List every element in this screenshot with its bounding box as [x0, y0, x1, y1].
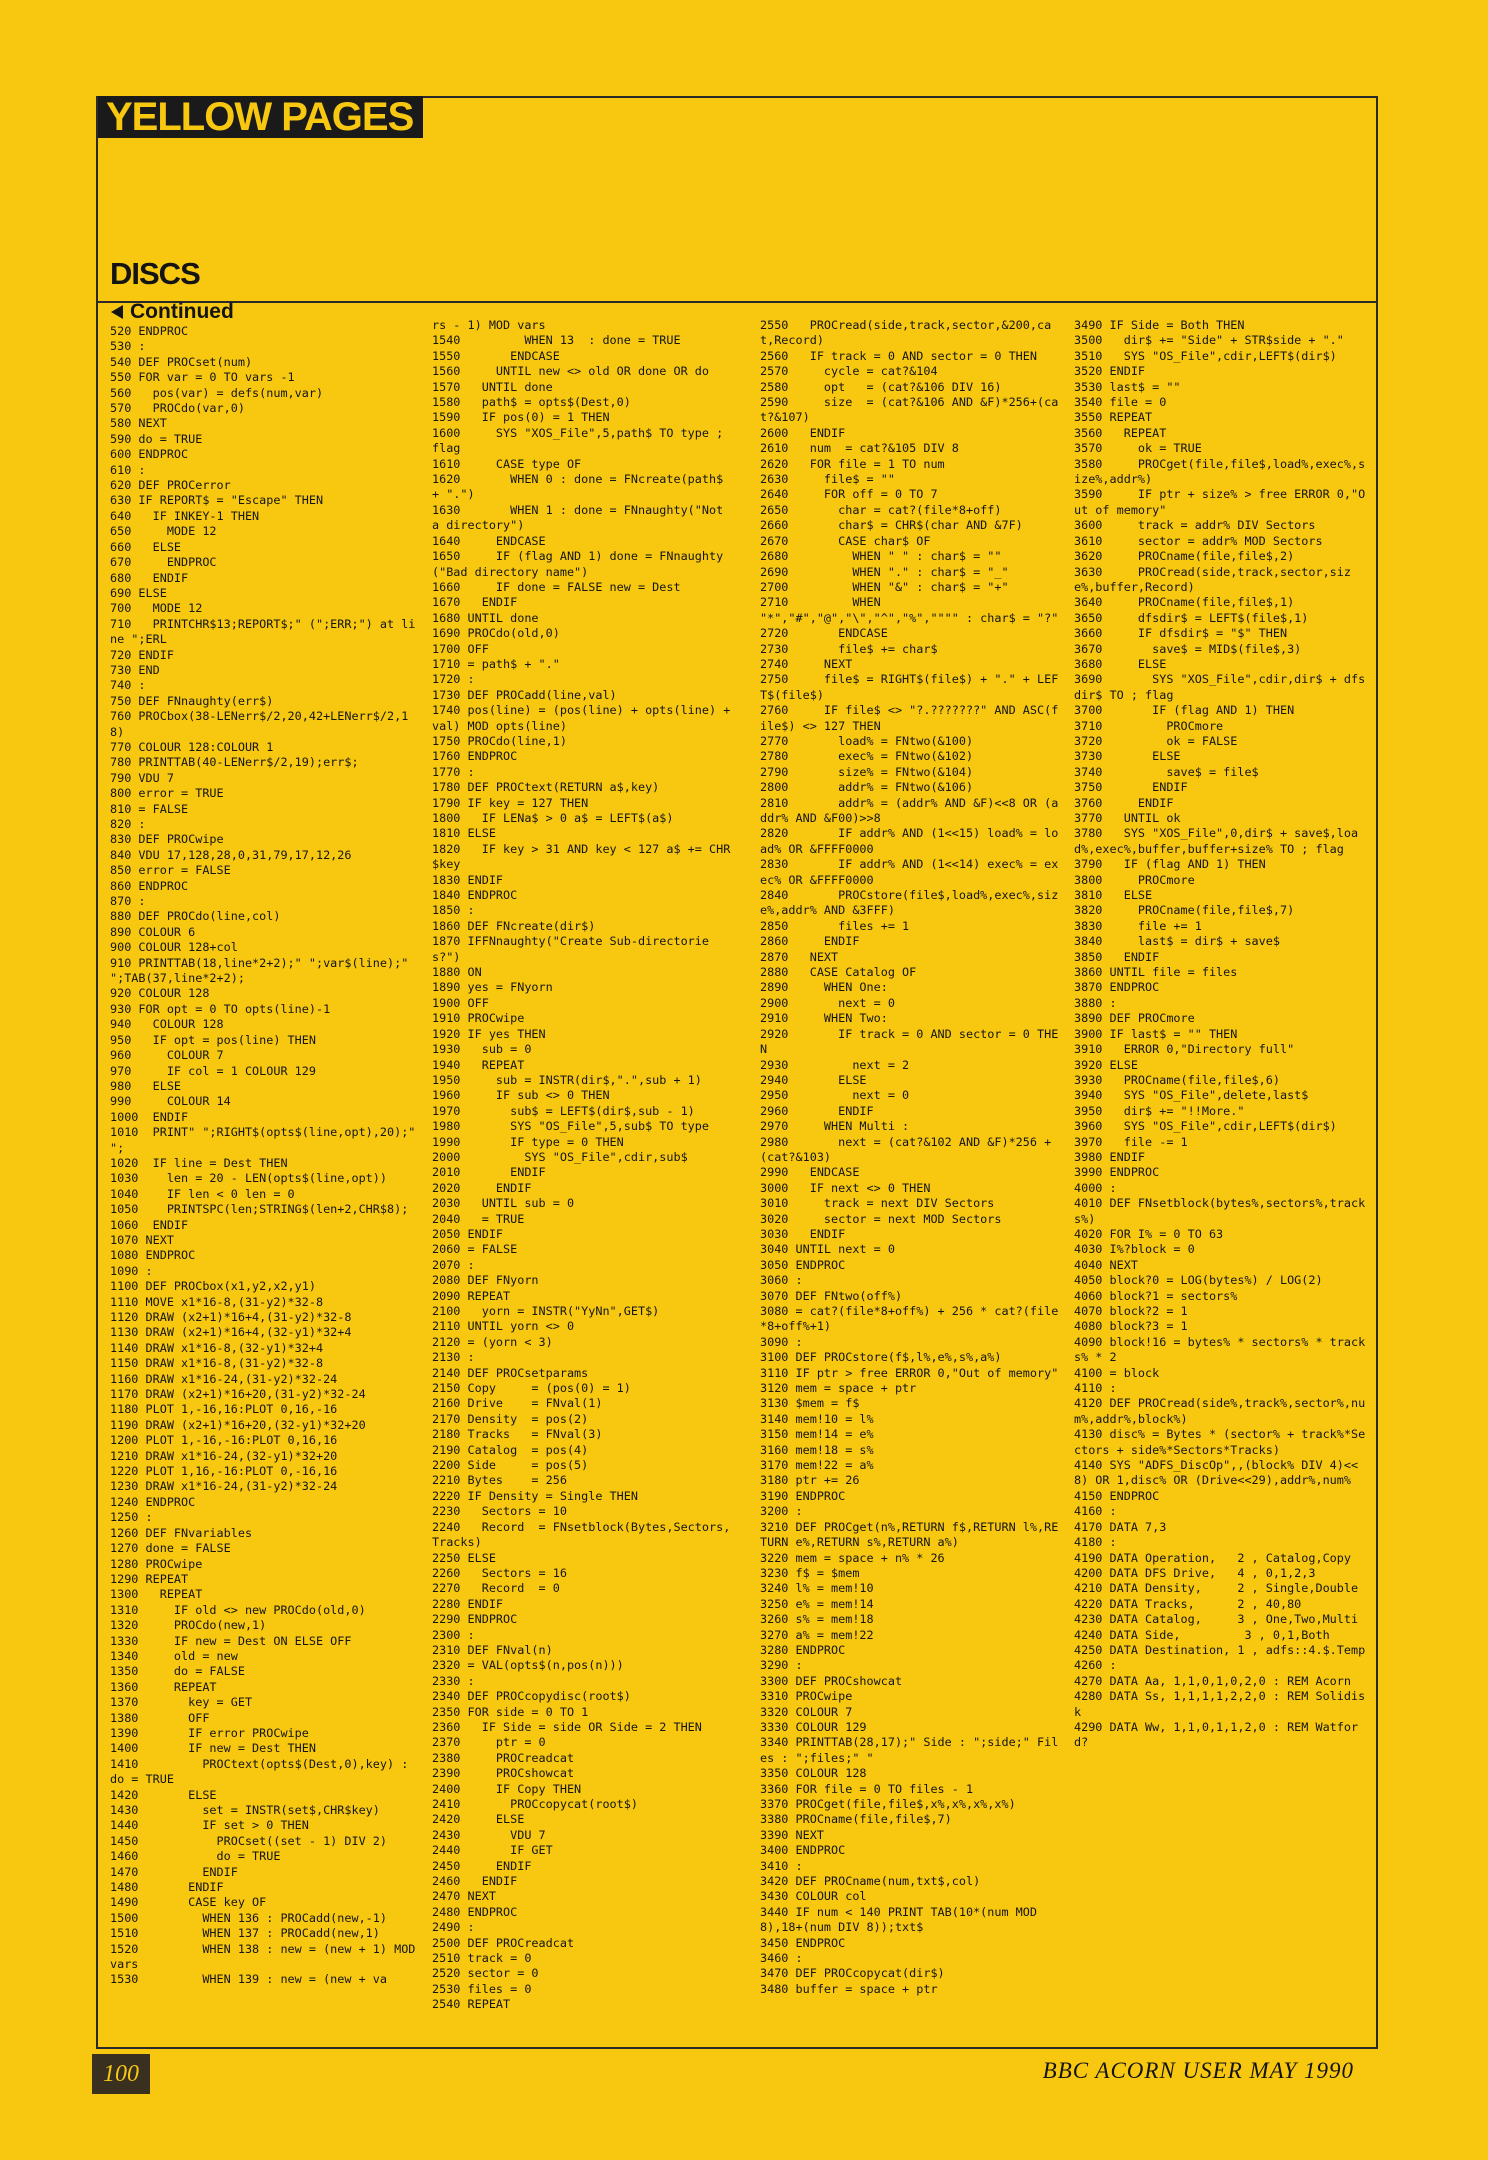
page-number: 100 [92, 2054, 150, 2094]
page-banner: YELLOW PAGES [98, 96, 423, 138]
code-column-3: 2550 PROCread(side,track,sector,&200,cat,Record) 2560 IF track = 0 AND sector = 0 THEN 2570 cycle = cat?&104 2580 opt = (cat?&106 DIV 16) 2590 size = (cat?&106 AND &F)*256+(cat?&107) 2600 ENDIF 2610 num = cat?&105 DIV 8 2620 FOR file = 1 TO num 2630 file$ = "" 2640 FOR off = 0 TO 7 2650 char = cat?(file*8+off) 2660 char$ = CHR$(char AND &7F) 2670 CASE char$ OF 2680 WHEN " " : char$ = "" 2690 WHEN "." : char$ = "_" 2700 WHEN "&" : char$ = "+" 2710 WHEN "*","#","@","\","^","%","""" : char$ = "?" 2720 ENDCASE 2730 file$ += char$ 2740 NEXT 2750 file$ = RIGHT$(file$) + "." + LEFT$(file$) 2760 IF file$ <> "?.???????" AND ASC(file$) <> 127 THEN 2770 load% = FNtwo(&100) 2780 exec% = FNtwo(&102) 2790 size% = FNtwo(&104) 2800 addr% = FNtwo(&106) 2810 addr% = (addr% AND &F)<<8 OR (addr% AND &F00)>>8 2820 IF addr% AND (1<<15) load% = load% OR &FFFF0000 2830 IF addr% AND (1<<14) exec% = exec% OR &FFFF0000 2840 PROCstore(file$,load%,exec%,size%,addr% AND &3FFF) 2850 files += 1 2860 ENDIF 2870 NEXT 2880 CASE Catalog OF 2890 WHEN One: 2900 next = 0 2910 WHEN Two: 2920 IF track = 0 AND sector = 0 THEN 2930 next = 2 2940 ELSE 2950 next = 0 2960 ENDIF 2970 WHEN Multi : 2980 next = (cat?&102 AND &F)*256 + (cat?&103) 2990 ENDCASE 3000 IF next <> 0 THEN 3010 track = next DIV Sectors 3020 sector = next MOD Sectors 3030 ENDIF 3040 UNTIL next = 0 3050 ENDPROC 3060 : 3070 DEF FNtwo(off%) 3080 = cat?(file*8+off%) + 256 * cat?(file*8+off%+1) 3090 : 3100 DEF PROCstore(f$,l%,e%,s%,a%) 3110 IF ptr > free ERROR 0,"Out of memory" 3120 mem = space + ptr 3130 $mem = f$ 3140 mem!10 = l% 3150 mem!14 = e% 3160 mem!18 = s% 3170 mem!22 = a% 3180 ptr += 26 3190 ENDPROC 3200 : 3210 DEF PROCget(n%,RETURN f$,RETURN l%,RETURN e%,RETURN s%,RETURN a%) 3220 mem = space + n% * 26 3230 f$ = $mem 3240 l% = mem!10 3250 e% = mem!14 3260 s% = mem!18 3270 a% = mem!22 3280 ENDPROC 3290 : 3300 DEF PROCshowcat 3310 PROCwipe 3320 COLOUR 7 3330 COLOUR 129 3340 PRINTTAB(28,17);" Side : ";side;" Files : ";files;" " 3350 COLOUR 128 3360 FOR file = 0 TO files - 1 3370 PROCget(file,file$,x%,x%,x%,x%) 3380 PROCname(file,file$,7) 3390 NEXT 3400 ENDPROC 3410 : 3420 DEF PROCname(num,txt$,col) 3430 COLOUR col 3440 IF num < 140 PRINT TAB(10*(num MOD 8),18+(num DIV 8));txt$ 3450 ENDPROC 3460 : 3470 DEF PROCcopycat(dir$) 3480 buffer = space + ptr [760, 318, 1059, 1996]
section-divider [96, 301, 1378, 303]
code-column-1: 520 ENDPROC 530 : 540 DEF PROCset(num) 550 FOR var = 0 TO vars -1 560 pos(var) = defs(num,var) 570 PROCdo(var,0) 580 NEXT 590 do = TRUE 600 ENDPROC 610 : 620 DEF PROCerror 630 IF REPORT$ = "Escape" THEN 640 IF INKEY-1 THEN 650 MODE 12 660 ELSE 670 ENDPROC 680 ENDIF 690 ELSE 700 MODE 12 710 PRINTCHR$13;REPORT$;" (";ERR;") at line ";ERL 720 ENDIF 730 END 740 : 750 DEF FNnaughty(err$) 760 PROCbox(38-LENerr$/2,20,42+LENerr$/2,18) 770 COLOUR 128:COLOUR 1 780 PRINTTAB(40-LENerr$/2,19);err$; 790 VDU 7 800 error = TRUE 810 = FALSE 820 : 830 DEF PROCwipe 840 VDU 17,128,28,0,31,79,17,12,26 850 error = FALSE 860 ENDPROC 870 : 880 DEF PROCdo(line,col) 890 COLOUR 6 900 COLOUR 128+col 910 PRINTTAB(18,line*2+2);" ";var$(line);" ";TAB(37,line*2+2); 920 COLOUR 128 930 FOR opt = 0 TO opts(line)-1 940 COLOUR 128 950 IF opt = pos(line) THEN 960 COLOUR 7 970 IF col = 1 COLOUR 129 980 ELSE 990 COLOUR 14 1000 ENDIF 1010 PRINT" ";RIGHT$(opts$(line,opt),20);" "; 1020 IF line = Dest THEN 1030 len = 20 - LEN(opts$(line,opt)) 1040 IF len < 0 len = 0 1050 PRINTSPC(len;STRING$(len+2,CHR$8); 1060 ENDIF 1070 NEXT 1080 ENDPROC 1090 : 1100 DEF PROCbox(x1,y2,x2,y1) 1110 MOVE x1*16-8,(31-y2)*32-8 1120 DRAW (x2+1)*16+4,(31-y2)*32-8 1130 DRAW (x2+1)*16+4,(32-y1)*32+4 1140 DRAW x1*16-8,(32-y1)*32+4 1150 DRAW x1*16-8,(31-y2)*32-8 1160 DRAW x1*16-24,(31-y2)*32-24 1170 DRAW (x2+1)*16+20,(31-y2)*32-24 1180 PLOT 1,-16,16:PLOT 0,16,-16 1190 DRAW (x2+1)*16+20,(32-y1)*32+20 1200 PLOT 1,-16,-16:PLOT 0,16,16 1210 DRAW x1*16-24,(32-y1)*32+20 1220 PLOT 1,16,-16:PLOT 0,-16,16 1230 DRAW x1*16-24,(31-y2)*32-24 1240 ENDPROC 1250 : 1260 DEF FNvariables 1270 done = FALSE 1280 PROCwipe 1290 REPEAT 1300 REPEAT 1310 IF old <> new PROCdo(old,0) 1320 PROCdo(new,1) 1330 IF new = Dest ON ELSE OFF 1340 old = new 1350 do = FALSE 1360 REPEAT 1370 key = GET 1380 OFF 1390 IF error PROCwipe 1400 IF new = Dest THEN 1410 PROCtext(opts$(Dest,0),key) : do = TRUE 1420 ELSE 1430 set = INSTR(set$,CHR$key) 1440 IF set > 0 THEN 1450 PROCset((set - 1) DIV 2) 1460 do = TRUE 1470 ENDIF 1480 ENDIF 1490 CASE key OF 1500 WHEN 136 : PROCadd(new,-1) 1510 WHEN 137 : PROCadd(new,1) 1520 WHEN 138 : new = (new + 1) MOD vars 1530 WHEN 139 : new = (new + va [110, 324, 416, 1987]
section-title: DISCS [110, 256, 200, 291]
left-arrow-icon [108, 303, 126, 321]
running-footer: BBC ACORN USER MAY 1990 [1042, 2058, 1354, 2083]
continued-label [108, 300, 234, 324]
continued-text: Continued [130, 300, 234, 323]
code-column-4: 3490 IF Side = Both THEN 3500 dir$ += "Side" + STR$side + "." 3510 SYS "OS_File",cdir,LEFT$(dir$) 3520 ENDIF 3530 last$ = "" 3540 file = 0 3550 REPEAT 3560 REPEAT 3570 ok = TRUE 3580 PROCget(file,file$,load%,exec%,size%,addr%) 3590 IF ptr + size% > free ERROR 0,"Out of memory" 3600 track = addr% DIV Sectors 3610 sector = addr% MOD Sectors 3620 PROCname(file,file$,2) 3630 PROCread(side,track,sector,size%,buffer,Record) 3640 PROCname(file,file$,1) 3650 dfsdir$ = LEFT$(file$,1) 3660 IF dfsdir$ = "$" THEN 3670 save$ = MID$(file$,3) 3680 ELSE 3690 SYS "XOS_File",cdir,dir$ + dfsdir$ TO ; flag 3700 IF (flag AND 1) THEN 3710 PROCmore 3720 ok = FALSE 3730 ELSE 3740 save$ = file$ 3750 ENDIF 3760 ENDIF 3770 UNTIL ok 3780 SYS "XOS_File",0,dir$ + save$,load%,exec%,buffer,buffer+size% TO ; flag 3790 IF (flag AND 1) THEN 3800 PROCmore 3810 ELSE 3820 PROCname(file,file$,7) 3830 file += 1 3840 last$ = dir$ + save$ 3850 ENDIF 3860 UNTIL file = files 3870 ENDPROC 3880 : 3890 DEF PROCmore 3900 IF last$ = "" THEN 3910 ERROR 0,"Directory full" 3920 ELSE 3930 PROCname(file,file$,6) 3940 SYS "OS_File",delete,last$ 3950 dir$ += "!!More." 3960 SYS "OS_File",cdir,LEFT$(dir$) 3970 file -= 1 3980 ENDIF 3990 ENDPROC 4000 : 4010 DEF FNsetblock(bytes%,sectors%,tracks%) 4020 FOR I% = 0 TO 63 4030 I%?block = 0 4040 NEXT 4050 block?0 = LOG(bytes%) / LOG(2) 4060 block?1 = sectors% 4070 block?2 = 1 4080 block?3 = 1 4090 block!16 = bytes% * sectors% * tracks% * 2 4100 = block 4110 : 4120 DEF PROCread(side%,track%,sector%,num%,addr%,block%) 4130 disc% = Bytes * (sector% + track%*Sectors + side%*Sectors*Tracks) 4140 SYS "ADFS_DiscOp",,(block% DIV 4)<<8) OR 1,disc% OR (Drive<<29),addr%,num% 4150 ENDPROC 4160 : 4170 DATA 7,3 4180 : 4190 DATA Operation, 2 , Catalog,Copy 4200 DATA DFS Drive, 4 , 0,1,2,3 4210 DATA Density, 2 , Single,Double 4220 DATA Tracks, 2 , 40,80 4230 DATA Catalog, 3 , One,Two,Multi 4240 DATA Side, 3 , 0,1,Both 4250 DATA Destination, 1 , adfs::4.$.Temp 4260 : 4270 DATA Aa, 1,1,0,1,0,2,0 : REM Acorn 4280 DATA Ss, 1,1,1,1,2,2,0 : REM Solidisk 4290 DATA Ww, 1,1,0,1,1,2,0 : REM Watford? [1074, 318, 1366, 1750]
code-column-2: rs - 1) MOD vars 1540 WHEN 13 : done = TRUE 1550 ENDCASE 1560 UNTIL new <> old OR done OR do 1570 UNTIL done 1580 path$ = opts$(Dest,0) 1590 IF pos(0) = 1 THEN 1600 SYS "XOS_File",5,path$ TO type ; flag 1610 CASE type OF 1620 WHEN 0 : done = FNcreate(path$ + ".") 1630 WHEN 1 : done = FNnaughty("Not a directory") 1640 ENDCASE 1650 IF (flag AND 1) done = FNnaughty("Bad directory name") 1660 IF done = FALSE new = Dest 1670 ENDIF 1680 UNTIL done 1690 PROCdo(old,0) 1700 OFF 1710 = path$ + "." 1720 : 1730 DEF PROCadd(line,val) 1740 pos(line) = (pos(line) + opts(line) + val) MOD opts(line) 1750 PROCdo(line,1) 1760 ENDPROC 1770 : 1780 DEF PROCtext(RETURN a$,key) 1790 IF key = 127 THEN 1800 IF LENa$ > 0 a$ = LEFT$(a$) 1810 ELSE 1820 IF key > 31 AND key < 127 a$ += CHR$key 1830 ENDIF 1840 ENDPROC 1850 : 1860 DEF FNcreate(dir$) 1870 IFFNnaughty("Create Sub-directories?") 1880 ON 1890 yes = FNyorn 1900 OFF 1910 PROCwipe 1920 IF yes THEN 1930 sub = 0 1940 REPEAT 1950 sub = INSTR(dir$,".",sub + 1) 1960 IF sub <> 0 THEN 1970 sub$ = LEFT$(dir$,sub - 1) 1980 SYS "OS_File",5,sub$ TO type 1990 IF type = 0 THEN 2000 SYS "OS_File",cdir,sub$ 2010 ENDIF 2020 ENDIF 2030 UNTIL sub = 0 2040 = TRUE 2050 ENDIF 2060 = FALSE 2070 : 2080 DEF FNyorn 2090 REPEAT 2100 yorn = INSTR("YyNn",GET$) 2110 UNTIL yorn <> 0 2120 = (yorn < 3) 2130 : 2140 DEF PROCsetparams 2150 Copy = (pos(0) = 1) 2160 Drive = FNval(1) 2170 Density = pos(2) 2180 Tracks = FNval(3) 2190 Catalog = pos(4) 2200 Side = pos(5) 2210 Bytes = 256 2220 IF Density = Single THEN 2230 Sectors = 10 2240 Record = FNsetblock(Bytes,Sectors,Tracks) 2250 ELSE 2260 Sectors = 16 2270 Record = 0 2280 ENDIF 2290 ENDPROC 2300 : 2310 DEF FNval(n) 2320 = VAL(opts$(n,pos(n))) 2330 : 2340 DEF PROCcopydisc(root$) 2350 FOR side = 0 TO 1 2360 IF Side = side OR Side = 2 THEN 2370 ptr = 0 2380 PROCreadcat 2390 PROCshowcat 2400 IF Copy THEN 2410 PROCcopycat(root$) 2420 ELSE 2430 VDU 7 2440 IF GET 2450 ENDIF 2460 ENDIF 2470 NEXT 2480 ENDPROC 2490 : 2500 DEF PROCreadcat 2510 track = 0 2520 sector = 0 2530 files = 0 2540 REPEAT [432, 318, 731, 2012]
